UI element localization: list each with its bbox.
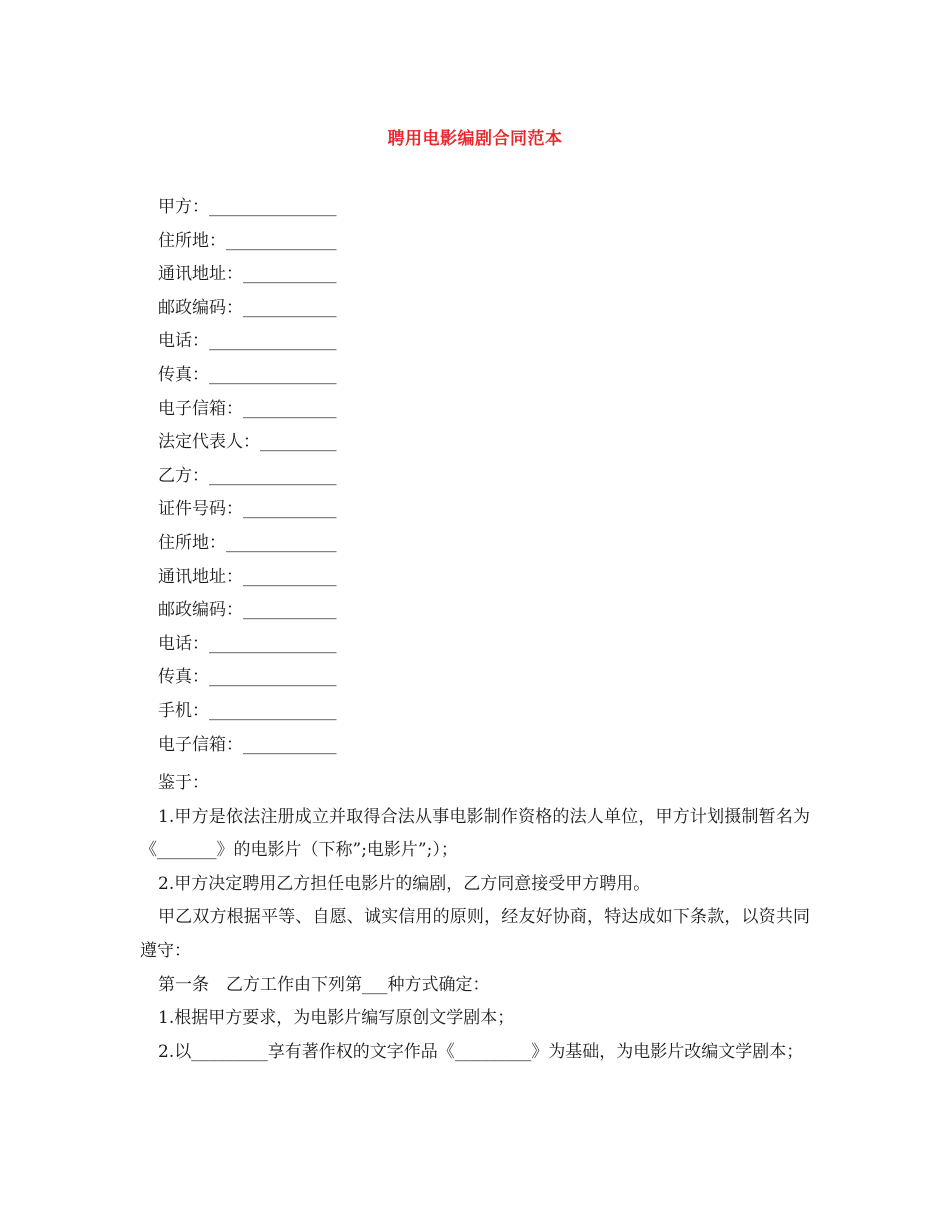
article-1-heading: 第一条 乙方工作由下列第___种方式确定：: [158, 974, 490, 995]
field-label: 电子信箱：: [158, 734, 243, 755]
field-party-b-postcode: [158, 597, 578, 631]
field-label: 电话：: [158, 331, 209, 352]
field-party-a-legal-rep: [158, 429, 578, 463]
field-blank: _______________: [209, 364, 337, 385]
field-label: 通讯地址：: [158, 566, 243, 587]
field-label: 甲方：: [158, 197, 209, 217]
field-blank: ___________: [243, 398, 337, 419]
field-blank: _______________: [209, 197, 337, 217]
whereas-clause-2: 2.甲方决定聘用乙方担任电影片的编剧，乙方同意接受甲方聘用。: [158, 873, 651, 894]
article-1-item-2: 2.以_________享有著作权的文字作品《_________》为基础，为电影片改编文学剧本；: [158, 1041, 804, 1062]
field-label: 传真：: [158, 667, 209, 688]
field-label: 传真：: [158, 364, 209, 385]
field-blank: ___________: [243, 264, 337, 285]
field-label: 证件号码：: [158, 499, 243, 520]
field-label: 通讯地址：: [158, 264, 243, 285]
field-party-b-fax: [158, 664, 578, 698]
field-blank: _____________: [226, 230, 337, 251]
field-party-b: [158, 463, 578, 497]
field-blank: _____________: [226, 532, 337, 553]
field-label: 乙方：: [158, 465, 209, 486]
field-blank: _______________: [209, 331, 337, 352]
party-fields: [158, 194, 578, 765]
field-blank: ___________: [243, 297, 337, 318]
field-party-b-phone: [158, 631, 578, 665]
field-blank: ___________: [243, 566, 337, 587]
field-label: 手机：: [158, 700, 209, 721]
field-label: 住所地：: [158, 230, 226, 251]
contract-body: [140, 767, 810, 1069]
document-title: 聘用电影编剧合同范本: [387, 129, 563, 149]
field-label: 邮政编码：: [158, 297, 243, 318]
field-label: 电话：: [158, 633, 209, 654]
field-party-a-phone: [158, 328, 578, 362]
field-blank: _______________: [209, 465, 337, 486]
whereas-clause-1: 1.甲方是依法注册成立并取得合法从事电影制作资格的法人单位，甲方计划摄制暂名为《_______》的电影片（下称”;电影片”;）；: [140, 806, 810, 861]
field-party-a: [158, 194, 578, 228]
field-party-b-address: [158, 530, 578, 564]
field-party-a-mailing-address: [158, 261, 578, 295]
field-party-a-fax: [158, 362, 578, 396]
field-party-a-address: [158, 228, 578, 262]
field-party-a-email: [158, 396, 578, 430]
field-label: 住所地：: [158, 532, 226, 553]
field-party-b-mobile: [158, 698, 578, 732]
field-party-b-id-number: [158, 496, 578, 530]
field-party-a-postcode: [158, 295, 578, 329]
field-blank: ___________: [243, 499, 337, 520]
field-blank: _______________: [209, 667, 337, 688]
field-blank: _______________: [209, 633, 337, 654]
field-blank: _________: [260, 432, 337, 453]
field-party-b-mailing-address: [158, 564, 578, 598]
field-blank: ___________: [243, 734, 337, 755]
field-blank: _______________: [209, 700, 337, 721]
field-label: 法定代表人：: [158, 432, 260, 453]
field-party-b-email: [158, 732, 578, 766]
field-label: 电子信箱：: [158, 398, 243, 419]
agreement-paragraph: 甲乙双方根据平等、自愿、诚实信用的原则，经友好协商，特达成如下条款，以资共同遵守：: [140, 907, 810, 961]
field-label: 邮政编码：: [158, 600, 243, 621]
whereas-heading: 鉴于：: [158, 773, 209, 793]
field-blank: ___________: [243, 600, 337, 621]
article-1-item-1: 1.根据甲方要求，为电影片编写原创文学剧本；: [158, 1008, 515, 1029]
